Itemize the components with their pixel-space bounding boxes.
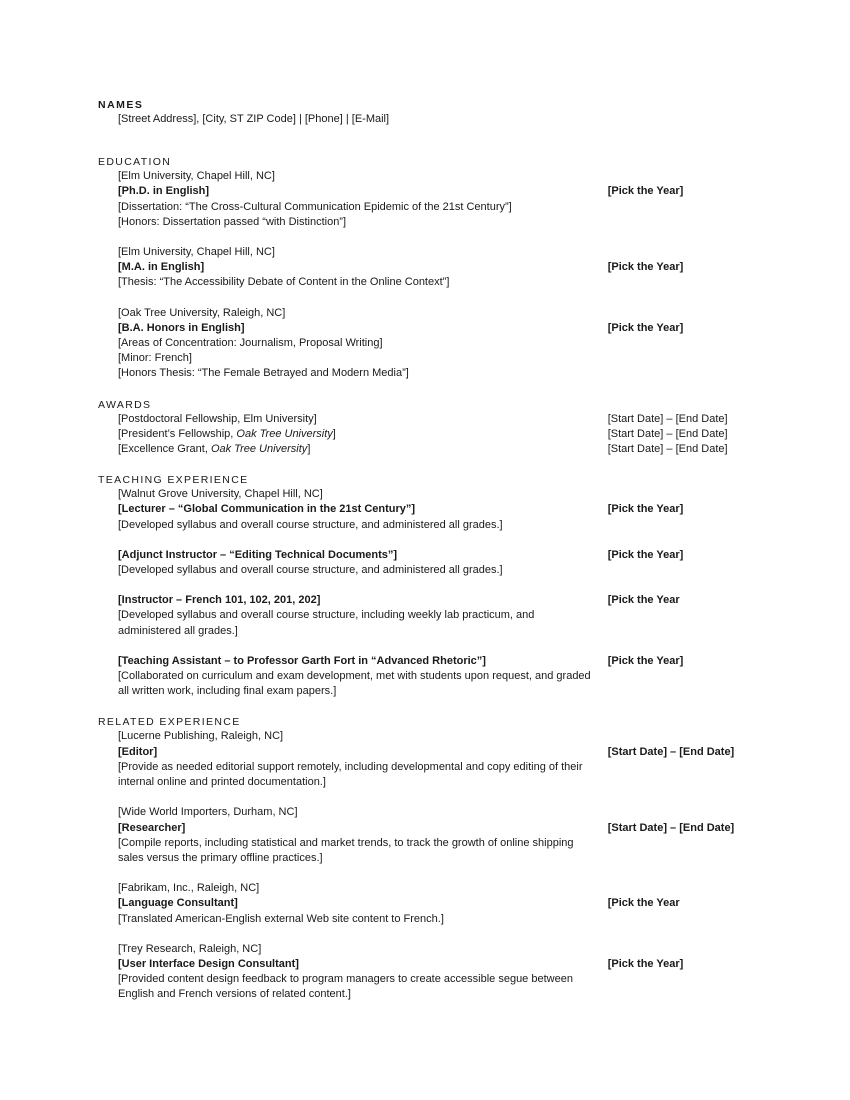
teaching-entry <box>118 502 758 532</box>
related-entry <box>118 729 758 790</box>
degree-row <box>118 321 758 336</box>
degree-date: [Pick the Year] <box>607 261 684 274</box>
degree-title: [Ph.D. in English] <box>118 185 210 198</box>
position-title: [Adjunct Instructor – “Editing Technical Documents”] <box>118 548 398 561</box>
related-entry <box>118 881 758 927</box>
institution: [Elm University, Chapel Hill, NC] <box>118 246 275 259</box>
spacer <box>98 127 758 155</box>
institution: [Walnut Grove University, Chapel Hill, NC] <box>118 488 323 501</box>
contact-line: [Street Address], [City, ST ZIP Code] | [Phone] | [E-Mail] <box>118 113 390 125</box>
spacer <box>98 382 758 398</box>
education-detail: [Thesis: “The Accessibility Debate of Content in the Online Context”] <box>118 276 450 289</box>
education-detail: [Honors: Dissertation passed “with Distinction”] <box>118 215 347 228</box>
degree-title: [B.A. Honors in English] <box>118 321 245 334</box>
spacer <box>118 533 758 548</box>
education-entry <box>118 306 758 382</box>
teaching-block <box>118 487 758 699</box>
institution: [Elm University, Chapel Hill, NC] <box>118 170 275 183</box>
position-row <box>118 593 758 608</box>
teaching-entry <box>118 593 758 639</box>
position-description: [Developed syllabus and overall course structure, and administered all grades.] <box>118 518 503 531</box>
award-row <box>118 412 758 427</box>
spacer <box>118 866 758 881</box>
teaching-entry <box>118 548 758 578</box>
position-title: [Language Consultant] <box>118 897 238 910</box>
position-title: [User Interface Design Consultant] <box>118 957 299 970</box>
spacer <box>118 230 758 245</box>
education-detail: [Honors Thesis: “The Female Betrayed and Modern Media”] <box>118 367 409 380</box>
degree-title: [M.A. in English] <box>118 261 205 274</box>
spacer <box>118 578 758 593</box>
institution: [Fabrikam, Inc., Raleigh, NC] <box>118 882 260 895</box>
position-title: [Editor] <box>118 745 158 758</box>
degree-row <box>118 260 758 275</box>
award-text-after: ] <box>307 443 311 456</box>
position-date: [Start Date] – [End Date] <box>607 821 735 834</box>
position-title: [Teaching Assistant – to Professor Garth Fort in “Advanced Rhetoric”] <box>118 654 486 667</box>
position-row <box>118 745 758 760</box>
education-detail: [Dissertation: “The Cross-Cultural Communication Epidemic of the 21st Century”] <box>118 200 512 213</box>
position-date: [Pick the Year] <box>607 654 684 667</box>
section-heading-related: RELATED EXPERIENCE <box>98 716 241 729</box>
position-row <box>118 896 758 911</box>
position-title: [Researcher] <box>118 821 186 834</box>
teaching-entry <box>118 654 758 700</box>
education-detail: [Minor: French] <box>118 352 192 365</box>
award-text-before: [President’s Fellowship, <box>118 427 237 440</box>
award-text-before: [Excellence Grant, <box>118 443 211 456</box>
spacer <box>98 699 758 715</box>
degree-date: [Pick the Year] <box>607 321 684 334</box>
section-heading-teaching: TEACHING EXPERIENCE <box>98 474 249 487</box>
position-description: [Collaborated on curriculum and exam development, met with students upon request, and graded all written work, including final exam papers.] <box>118 670 591 698</box>
document-content <box>98 98 758 1003</box>
institution: [Lucerne Publishing, Raleigh, NC] <box>118 730 284 743</box>
position-row <box>118 502 758 517</box>
related-block <box>118 729 758 1002</box>
institution: [Trey Research, Raleigh, NC] <box>118 942 262 955</box>
spacer <box>118 639 758 654</box>
related-entry <box>118 805 758 866</box>
institution: [Wide World Importers, Durham, NC] <box>118 806 298 819</box>
spacer <box>98 457 758 473</box>
award-text-italic: Oak Tree University <box>210 443 308 456</box>
section-heading-names: NAMES <box>98 99 144 111</box>
award-text-before: [Postdoctoral Fellowship, Elm University] <box>118 412 317 425</box>
awards-block <box>118 412 758 458</box>
position-date: [Pick the Year <box>607 897 680 910</box>
position-title: [Lecturer – “Global Communication in the 21st Century”] <box>118 503 416 516</box>
education-entry <box>118 245 758 291</box>
section-heading-education: EDUCATION <box>98 156 172 169</box>
position-row <box>118 957 758 972</box>
section-heading-awards: AWARDS <box>98 398 152 411</box>
award-date: [Start Date] – [End Date] <box>607 443 728 456</box>
award-text <box>118 427 608 442</box>
contact-block <box>118 112 758 127</box>
award-date: [Start Date] – [End Date] <box>607 427 728 440</box>
spacer <box>118 927 758 942</box>
position-date: [Pick the Year] <box>607 548 684 561</box>
spacer <box>118 790 758 805</box>
position-description: [Developed syllabus and overall course structure, including weekly lab practicum, and administered all grades.] <box>118 609 535 637</box>
position-date: [Start Date] – [End Date] <box>607 745 735 758</box>
education-block <box>118 169 758 381</box>
degree-row <box>118 184 758 199</box>
degree-date: [Pick the Year] <box>607 185 684 198</box>
position-date: [Pick the Year <box>607 594 680 607</box>
position-date: [Pick the Year] <box>607 957 684 970</box>
position-row <box>118 654 758 669</box>
award-text <box>118 442 608 457</box>
award-row <box>118 427 758 442</box>
institution: [Oak Tree University, Raleigh, NC] <box>118 306 286 319</box>
position-row <box>118 548 758 563</box>
spacer <box>118 291 758 306</box>
award-row <box>118 442 758 457</box>
position-description: [Provide as needed editorial support remotely, including developmental and copy editing of their internal online and printed documentation.] <box>118 760 583 789</box>
position-description: [Translated American-English external Web site content to French.] <box>118 912 444 925</box>
award-text-after: ] <box>332 427 336 440</box>
position-description: [Developed syllabus and overall course structure, and administered all grades.] <box>118 564 503 577</box>
position-date: [Pick the Year] <box>607 503 684 516</box>
education-detail: [Areas of Concentration: Journalism, Proposal Writing] <box>118 337 383 350</box>
award-date: [Start Date] – [End Date] <box>607 412 728 425</box>
related-entry <box>118 942 758 1003</box>
education-entry <box>118 169 758 230</box>
position-description: [Provided content design feedback to program managers to create accessible segue between English and French versions of related content.] <box>118 973 573 1001</box>
position-title: [Instructor – French 101, 102, 201, 202] <box>118 594 321 607</box>
position-row <box>118 821 758 836</box>
award-text-italic: Oak Tree University <box>236 427 333 440</box>
award-text <box>118 412 608 427</box>
position-description: [Compile reports, including statistical and market trends, to track the growth of online shipping sales versus the primary offline practices.] <box>118 836 574 864</box>
